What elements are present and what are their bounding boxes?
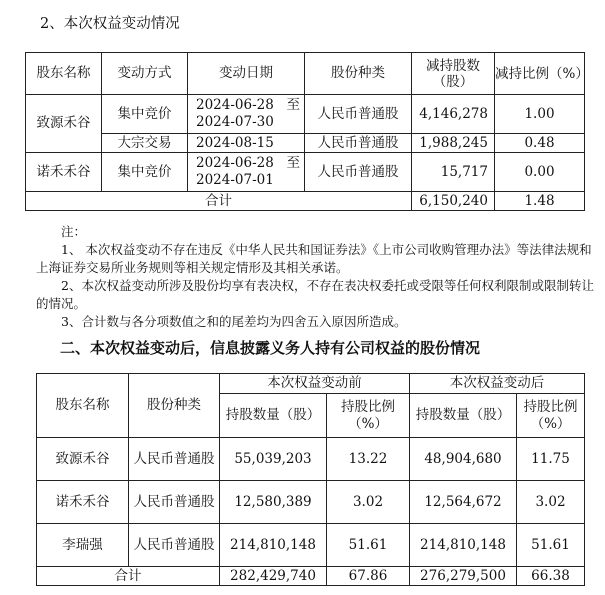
notes-title: 注： (61, 224, 87, 239)
table-row (37, 481, 585, 524)
table-row (26, 153, 585, 192)
share-type-cell: 人民币普通股 (305, 95, 412, 134)
method-cell: 大宗交易 (102, 134, 188, 153)
holder-cell: 诺禾禾谷 (26, 153, 102, 192)
table-group-header-row (37, 374, 585, 394)
holder-cell: 诺禾禾谷 (37, 481, 129, 524)
holdings-table (36, 373, 585, 586)
holder-cell: 致源禾谷 (26, 95, 102, 153)
method-cell: 集中竞价 (102, 95, 188, 134)
share-type-cell: 人民币普通股 (129, 438, 220, 481)
header-reduced-ratio: 减持比例（%） (495, 53, 585, 95)
after-shares-cell: 48,904,680 (410, 438, 517, 481)
table-row (37, 524, 585, 567)
date-cell: 2024-08-15 (188, 134, 305, 153)
total-row (26, 192, 585, 211)
holder-cell: 致源禾谷 (37, 438, 129, 481)
before-ratio-cell: 51.61 (327, 524, 410, 567)
total-ratio: 1.48 (495, 192, 585, 211)
ratio-cell: 0.48 (495, 134, 585, 153)
share-type-cell: 人民币普通股 (129, 481, 220, 524)
total-row (37, 567, 585, 586)
note-item: 3、合计数与各分项数值之和的尾差均为四舍五入原因所造成。 (61, 314, 407, 329)
header-holder: 股东名称 (26, 53, 102, 95)
shares-cell: 15,717 (412, 153, 495, 192)
total-label: 合计 (26, 192, 412, 211)
ratio-cell: 1.00 (495, 95, 585, 134)
table-row (26, 134, 585, 153)
total-after-ratio: 66.38 (517, 567, 585, 586)
header-holder: 股东名称 (37, 374, 129, 438)
before-ratio-cell: 3.02 (327, 481, 410, 524)
after-ratio-cell: 3.02 (517, 481, 585, 524)
header-before-shares: 持股数量（股） (220, 394, 327, 438)
holder-cell: 李瑞强 (37, 524, 129, 567)
date-cell: 2024-06-28 至 2024-07-30 (188, 95, 305, 134)
header-date: 变动日期 (188, 53, 305, 95)
before-ratio-cell: 13.22 (327, 438, 410, 481)
after-shares-cell: 214,810,148 (410, 524, 517, 567)
date-cell: 2024-06-28 至 2024-07-01 (188, 153, 305, 192)
notes-block (36, 223, 594, 331)
before-shares-cell: 12,580,389 (220, 481, 327, 524)
total-before-ratio: 67.86 (327, 567, 410, 586)
header-before-ratio: 持股比例（%） (327, 394, 410, 438)
table-row (26, 95, 585, 134)
share-type-cell: 人民币普通股 (129, 524, 220, 567)
after-ratio-cell: 51.61 (517, 524, 585, 567)
ratio-cell: 0.00 (495, 153, 585, 192)
before-shares-cell: 214,810,148 (220, 524, 327, 567)
total-after-shares: 276,279,500 (410, 567, 517, 586)
header-share-type: 股份种类 (305, 53, 412, 95)
header-after-shares: 持股数量（股） (410, 394, 517, 438)
header-method: 变动方式 (102, 53, 188, 95)
share-type-cell: 人民币普通股 (305, 134, 412, 153)
after-shares-cell: 12,564,672 (410, 481, 517, 524)
note-item: 2、本次权益变动所涉及股份均享有表决权，不存在表决权委托或受限等任何权利限制或限制转让的情况。 (36, 278, 594, 311)
table-header-row (26, 53, 585, 95)
section-heading-holdings: 二、本次权益变动后，信息披露义务人持有公司权益的股份情况 (60, 339, 481, 357)
share-type-cell: 人民币普通股 (305, 153, 412, 192)
shares-cell: 1,988,245 (412, 134, 495, 153)
total-shares: 6,150,240 (412, 192, 495, 211)
section-heading-equity-change: 2、本次权益变动情况 (40, 16, 180, 32)
header-before-group: 本次权益变动前 (220, 374, 410, 394)
header-after-ratio: 持股比例（%） (517, 394, 585, 438)
total-label: 合计 (37, 567, 220, 586)
method-cell: 集中竞价 (102, 153, 188, 192)
total-before-shares: 282,429,740 (220, 567, 327, 586)
note-item: 1、 本次权益变动不存在违反《中华人民共和国证券法》《上市公司收购管理办法》等法律法规和上海证券交易所业务规则等相关规定情形及其相关承诺。 (36, 242, 592, 275)
shares-cell: 4,146,278 (412, 95, 495, 134)
after-ratio-cell: 11.75 (517, 438, 585, 481)
equity-change-table (25, 52, 589, 211)
table-row (37, 438, 585, 481)
header-after-group: 本次权益变动后 (410, 374, 585, 394)
header-reduced-shares: 减持股数（股） (412, 53, 495, 95)
header-share-type: 股份种类 (129, 374, 220, 438)
before-shares-cell: 55,039,203 (220, 438, 327, 481)
